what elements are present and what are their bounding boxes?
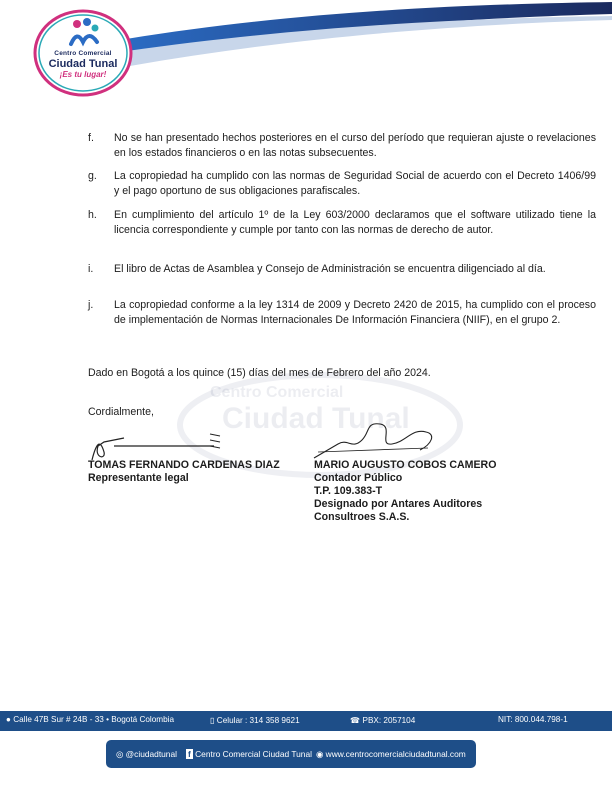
footer-address-text: Calle 47B Sur # 24B - 33 • Bogotá Colombia: [13, 715, 175, 724]
signer-right-firm: Consultroes S.A.S.: [314, 511, 410, 523]
signature-left-scribble: [84, 424, 244, 464]
logo-slogan: ¡Es tu lugar!: [59, 70, 107, 79]
item-letter: h.: [88, 209, 97, 221]
logo-subtitle: Centro Comercial: [54, 50, 112, 57]
location-pin-icon: ●: [6, 715, 11, 724]
signer-left-role: Representante legal: [88, 472, 189, 484]
footer-instagram[interactable]: [116, 749, 177, 759]
footer-address: [6, 715, 174, 724]
facebook-icon: f: [188, 749, 191, 759]
footer-nit: NIT: 800.044.798-1: [498, 715, 568, 724]
logo-title: Ciudad Tunal: [48, 58, 118, 70]
item-letter: f.: [88, 132, 94, 144]
watermark-big: Ciudad Tunal: [222, 402, 410, 435]
date-line: Dado en Bogotá a los quince (15) días del mes de Febrero del año 2024.: [88, 367, 431, 379]
signer-right-name: MARIO AUGUSTO COBOS CAMERO: [314, 459, 497, 471]
item-text: En cumplimiento del artículo 1º de la Ley 603/2000 declaramos que el software utilizado tiene la licencia correspondiente y cumple por tanto con las normas de derecho de autor.: [114, 209, 596, 237]
instagram-icon: ◎: [116, 749, 124, 759]
footer-pbx: [350, 715, 415, 725]
footer-facebook[interactable]: [186, 749, 312, 759]
item-letter: j.: [88, 299, 94, 311]
signer-right-role: Contador Público: [314, 472, 403, 484]
phone-icon: ▯: [210, 716, 215, 725]
signature-right: [314, 459, 496, 524]
signer-left-name: TOMAS FERNANDO CARDENAS DIAZ: [88, 459, 280, 471]
item-text: El libro de Actas de Asamblea y Consejo de Administración se encuentra diligenciado al día.: [114, 263, 546, 275]
globe-icon: ◉: [316, 749, 324, 759]
signer-right-designation: Designado por Antares Auditores: [314, 498, 483, 510]
signature-right-scribble: [308, 414, 448, 464]
footer-facebook-text: Centro Comercial Ciudad Tunal: [195, 749, 312, 759]
footer-website-text: www.centrocomercialciudadtunal.com: [325, 749, 466, 759]
item-letter: g.: [88, 170, 97, 182]
signature-left: [88, 459, 280, 485]
item-text: La copropiedad ha cumplido con las normas de Seguridad Social de acuerdo con el Decreto 1406/99 y el pago oportuno de sus obligaciones parafiscales.: [114, 170, 596, 198]
item-letter: i.: [88, 263, 94, 275]
footer-pbx-text: PBX: 2057104: [362, 716, 416, 725]
item-text: La copropiedad conforme a la ley 1314 de 2009 y Decreto 2420 de 2015, ha cumplido con el proceso de implementación de Normas Internacionales De Información Financiera (NIIF), en el grupo 2.: [114, 299, 596, 327]
signer-right-license: T.P. 109.383-T: [314, 485, 383, 497]
footer-cell: [210, 715, 300, 725]
telephone-icon: ☎: [350, 716, 361, 725]
footer-website[interactable]: [316, 749, 466, 759]
watermark-small: Centro Comercial: [210, 384, 344, 401]
closing: Cordialmente,: [88, 406, 154, 418]
item-text: No se han presentado hechos posteriores en el curso del período que requieran ajuste o revelaciones en los estados financieros o en las notas subsecuentes.: [114, 132, 596, 160]
footer-instagram-text: @ciudadtunal: [125, 749, 177, 759]
footer-cell-text: Celular : 314 358 9621: [216, 716, 300, 725]
